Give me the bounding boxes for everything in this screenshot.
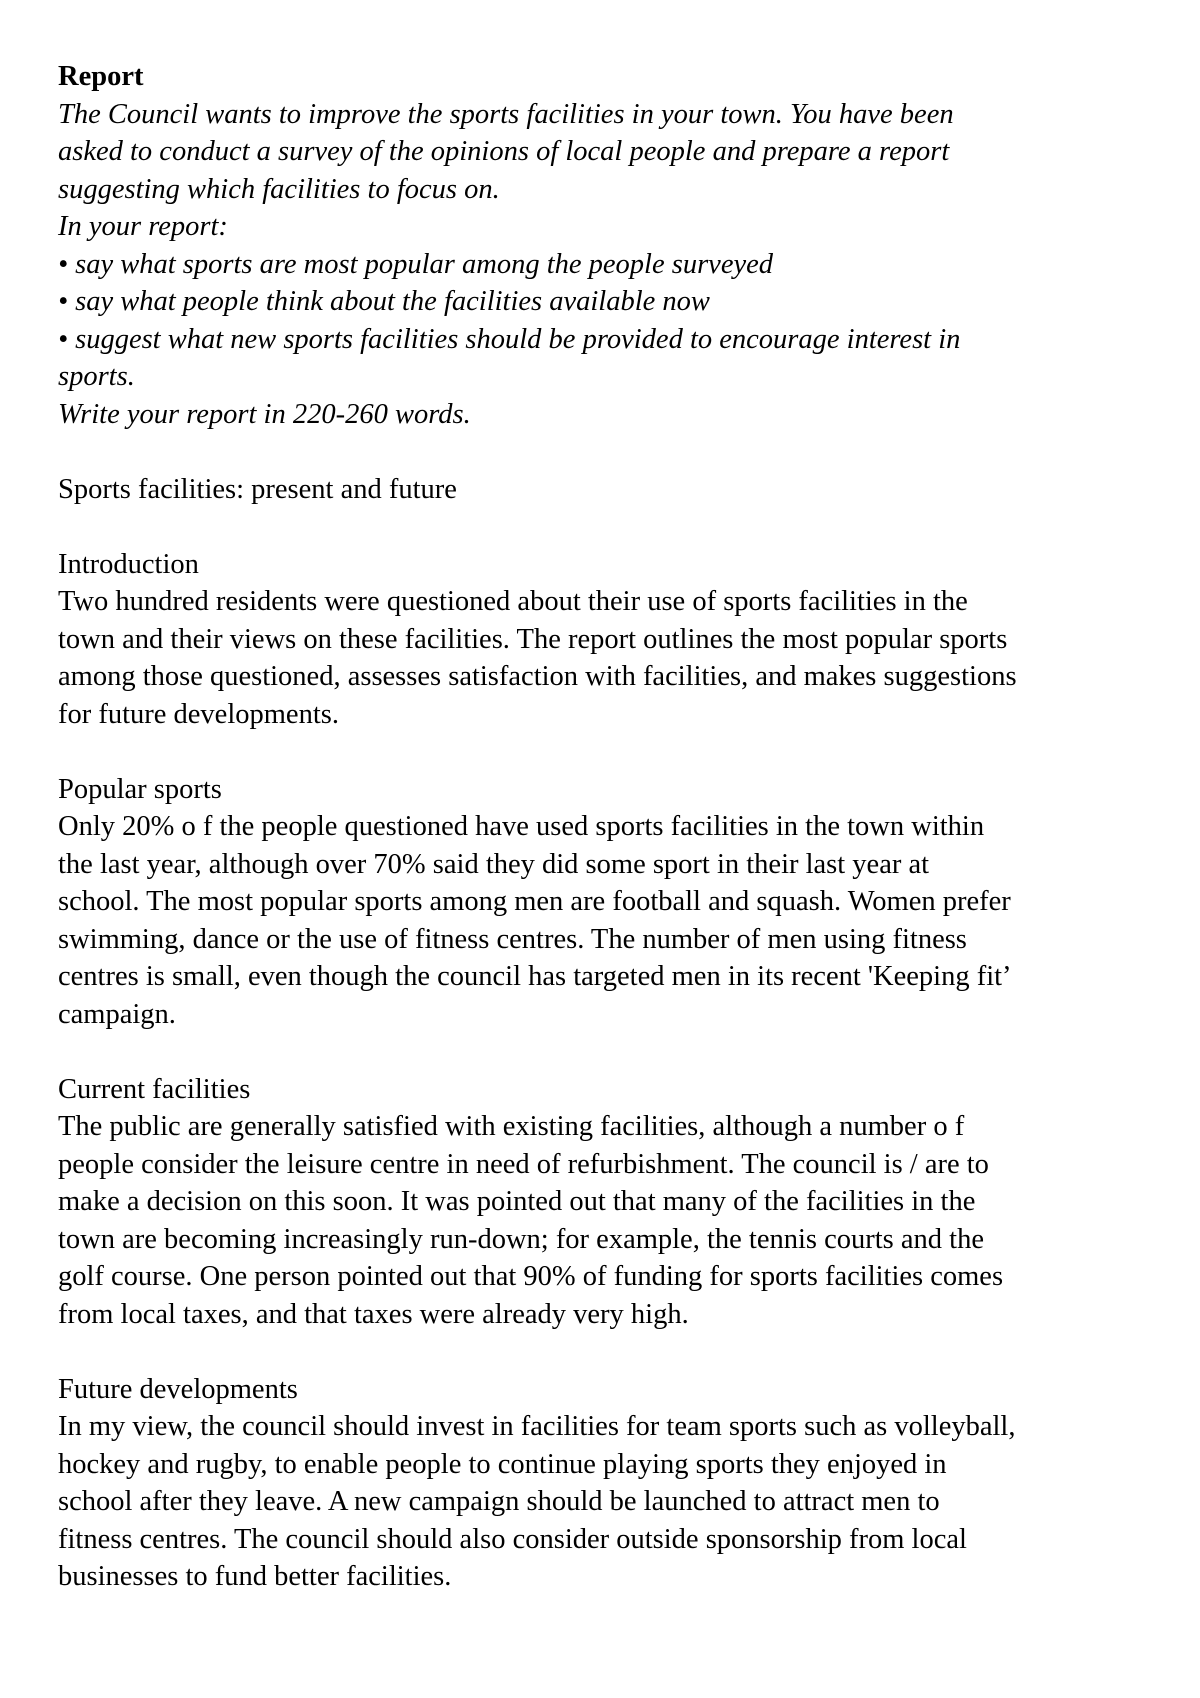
paragraph-line: town and their views on these facilities. The report outlines the most popular sports	[58, 623, 1008, 655]
paragraph-line: campaign.	[58, 998, 176, 1030]
report-title: Sports facilities: present and future	[58, 473, 457, 505]
task-word-limit: Write your report in 220-260 words.	[58, 398, 471, 430]
spacer	[58, 1333, 1148, 1371]
paragraph-line: golf course. One person pointed out that 90% of funding for sports facilities comes	[58, 1261, 1004, 1292]
paragraph-line: among those questioned, assesses satisfaction with facilities, and makes suggestions	[58, 661, 1017, 692]
section-introduction	[58, 546, 1148, 734]
paragraph-line: The public are generally satisfied with existing facilities, although a number o f	[58, 1111, 965, 1142]
section-current-facilities	[58, 1071, 1148, 1334]
paragraph-line: In my view, the council should invest in facilities for team sports such as volleyball,	[58, 1411, 1016, 1442]
document-heading: Report	[58, 61, 144, 92]
paragraph-line: for future developments.	[58, 698, 339, 730]
section-heading: Current facilities	[58, 1073, 251, 1105]
paragraph-line: hockey and rugby, to enable people to continue playing sports they enjoyed in	[58, 1448, 947, 1480]
paragraph-line: Two hundred residents were questioned about their use of sports facilities in the	[58, 586, 968, 617]
paragraph-line: town are becoming increasingly run-down; for example, the tennis courts and the	[58, 1223, 984, 1255]
task-bullet: • suggest what new sports facilities should be provided to encourage interest in	[58, 323, 961, 355]
section-future-developments	[58, 1371, 1148, 1596]
paragraph-line: swimming, dance or the use of fitness centres. The number of men using fitness	[58, 923, 967, 955]
task-bullet: • say what people think about the facilities available now	[58, 286, 710, 317]
paragraph-line: people consider the leisure centre in need of refurbishment. The council is / are to	[58, 1148, 989, 1180]
paragraph-line: the last year, although over 70% said they did some sport in their last year at	[58, 848, 930, 880]
paragraph-line: school after they leave. A new campaign should be launched to attract men to	[58, 1486, 940, 1517]
task-line: suggesting which facilities to focus on.	[58, 173, 500, 205]
paragraph-line: from local taxes, and that taxes were already very high.	[58, 1298, 689, 1330]
paragraph-line: Only 20% o f the people questioned have used sports facilities in the town within	[58, 811, 985, 842]
paragraph-line: fitness centres. The council should also consider outside sponsorship from local	[58, 1523, 967, 1555]
task-instructions	[58, 96, 1148, 434]
document-page	[58, 58, 1148, 1596]
paragraph-line: make a decision on this soon. It was pointed out that many of the facilities in the	[58, 1186, 976, 1217]
task-line: sports.	[58, 361, 135, 392]
task-line: In your report:	[58, 211, 228, 242]
spacer	[58, 733, 1148, 771]
section-heading: Introduction	[58, 548, 199, 580]
spacer	[58, 433, 1148, 471]
task-bullet: • say what sports are most popular among the people surveyed	[58, 248, 774, 280]
section-heading: Popular sports	[58, 773, 222, 805]
spacer	[58, 1033, 1148, 1071]
task-line: asked to conduct a survey of the opinions of local people and prepare a report	[58, 136, 950, 167]
paragraph-line: businesses to fund better facilities.	[58, 1561, 452, 1592]
task-line: The Council wants to improve the sports facilities in your town. You have been	[58, 98, 954, 130]
paragraph-line: school. The most popular sports among men are football and squash. Women prefer	[58, 886, 1011, 917]
paragraph-line: centres is small, even though the council has targeted men in its recent 'Keeping fit’	[58, 961, 1012, 992]
spacer	[58, 508, 1148, 546]
section-popular-sports	[58, 771, 1148, 1034]
section-heading: Future developments	[58, 1373, 298, 1405]
